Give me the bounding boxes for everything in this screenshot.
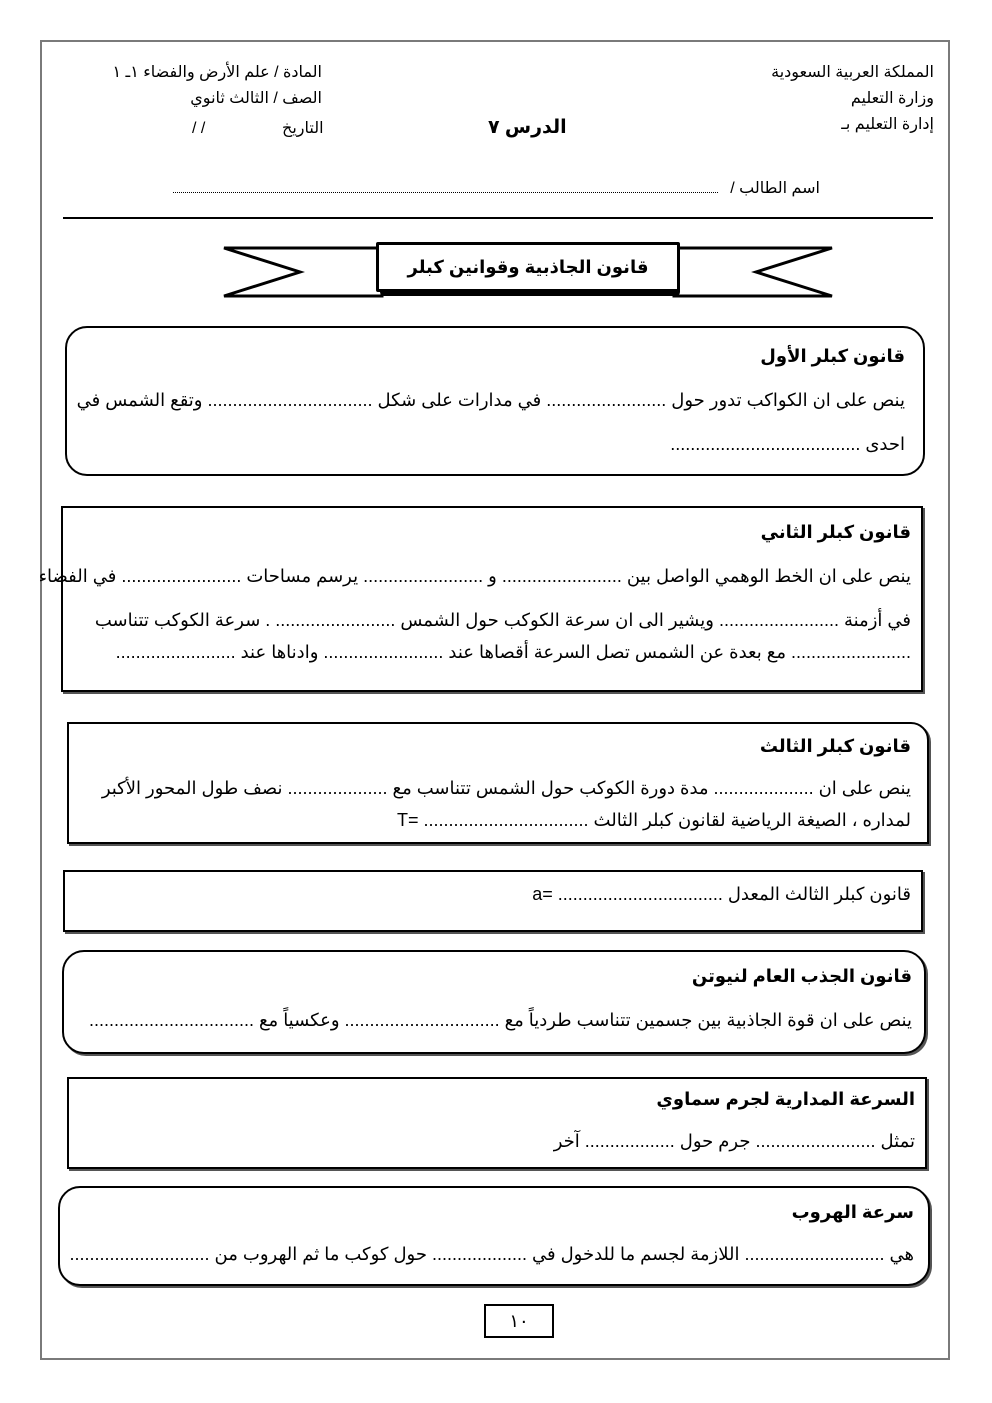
section-title: قانون كبلر الثاني: [760, 522, 911, 542]
lesson-number: الدرس ٧: [488, 117, 567, 138]
section-line[interactable]: ينص على ان الخط الوهمي الواصل بين ........................ و ........................ يرسم مساحات ........................ في الفضاء: [38, 566, 911, 586]
section-escape-velocity: [58, 1186, 930, 1286]
section-title: قانون كبلر الأول: [760, 346, 905, 366]
grade-label: الصف / الثالث ثانوي: [190, 90, 322, 107]
student-name-label: اسم الطالب /: [730, 180, 820, 197]
date-label: التاريخ: [282, 120, 324, 137]
section-newton-gravitation: [62, 950, 926, 1054]
header-left: [62, 60, 322, 112]
student-name-field[interactable]: [173, 192, 718, 193]
section-line[interactable]: في أزمنة ........................ ويشير الى ان سرعة الكوكب حول الشمس ........................ . سرعة الكوكب تتناسب: [94, 610, 911, 630]
section-line[interactable]: قانون كبلر الثالث المعدل ................................. =a: [532, 884, 911, 904]
section-title: السرعة المدارية لجرم سماوي: [656, 1089, 915, 1109]
kingdom-label: المملكة العربية السعودية: [771, 64, 934, 81]
section-line[interactable]: هي ............................ اللازمة لجسم ما للدخول في ................... حول كوكب ما ثم الهروب من ............................: [69, 1244, 914, 1264]
section-kepler-third-law: [67, 722, 929, 844]
worksheet-title: قانون الجاذبية وقوانين كبلر: [376, 242, 680, 292]
section-kepler-first-law: [65, 326, 925, 476]
date-slashes: / /: [192, 120, 206, 137]
header-divider: [63, 217, 933, 219]
section-title: سرعة الهروب: [791, 1202, 914, 1222]
section-line[interactable]: ينص على ان الكواكب تدور حول ........................ في مدارات على شكل ................................. وتقع الشمس في: [76, 390, 905, 410]
section-line[interactable]: ........................ مع بعدة عن الشمس تصل السرعة أقصاها عند ........................ وادناها عند ........................: [115, 642, 911, 662]
section-title: قانون كبلر الثالث: [759, 736, 911, 756]
section-kepler-second-law: [38, 506, 923, 692]
directorate-label: إدارة التعليم بـ: [841, 116, 934, 133]
page-number: ١٠: [484, 1304, 554, 1338]
section-orbital-velocity: [67, 1077, 927, 1169]
section-line[interactable]: احدى ......................................: [670, 434, 905, 454]
subject-label: المادة / علم الأرض والفضاء ١ـ ١: [112, 64, 322, 81]
section-line[interactable]: تمثل ........................ جرم حول .................. آخر: [553, 1131, 915, 1151]
section-line[interactable]: ينص على ان .................... مدة دورة الكوكب حول الشمس تتناسب مع .................... نصف طول المحور الأكبر: [101, 778, 911, 798]
ministry-label: وزارة التعليم: [850, 90, 934, 107]
section-line[interactable]: ينص على ان قوة الجاذبية بين جسمين تتناسب طردياً مع ............................... وعكسياً مع .................................: [88, 1010, 912, 1030]
section-title: قانون الجذب العام لنيوتن: [691, 966, 912, 986]
header-right: [771, 60, 934, 138]
section-line[interactable]: لمداره ، الصيغة الرياضية لقانون كبلر الثالث ................................. =T: [396, 810, 911, 830]
section-modified-kepler-third: [63, 870, 923, 932]
